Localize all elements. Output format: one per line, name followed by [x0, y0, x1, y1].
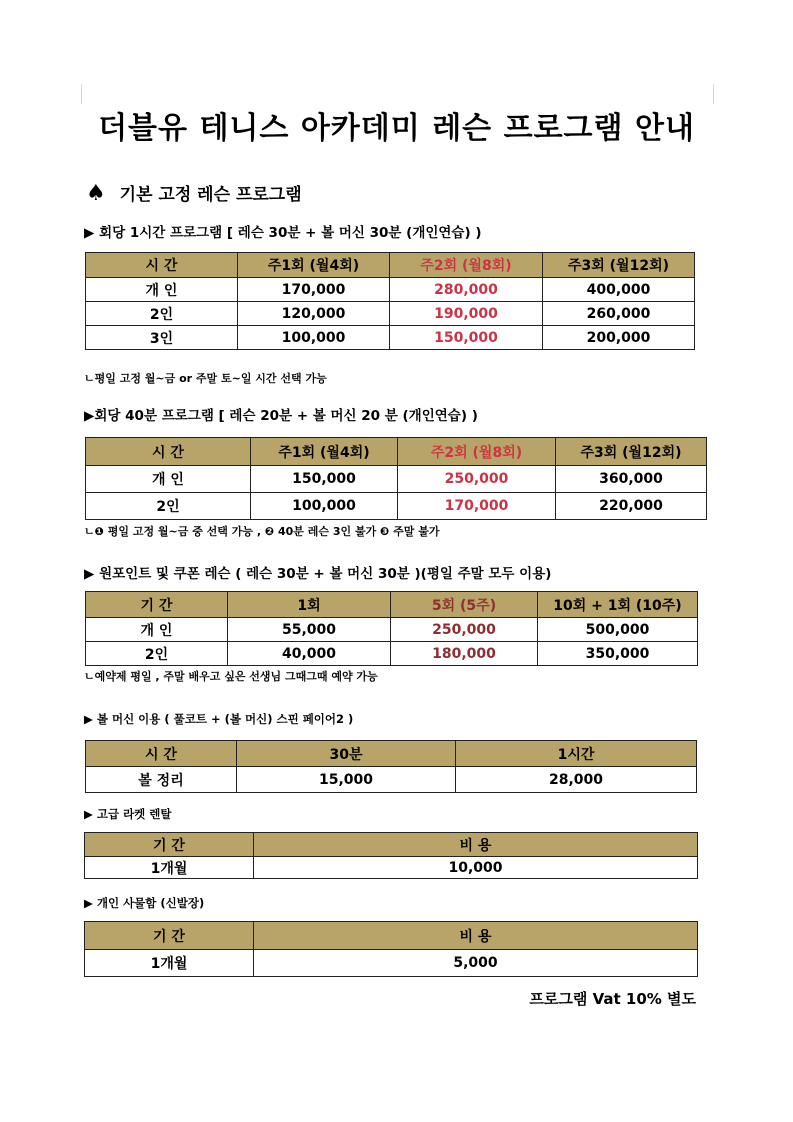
price-cell: 28,000 — [456, 767, 697, 793]
table-row — [86, 642, 698, 666]
table-row — [86, 493, 707, 520]
row-label: 2인 — [86, 642, 228, 666]
price-cell: 150,000 — [390, 326, 543, 350]
price-cell: 500,000 — [538, 618, 698, 642]
program6-table — [84, 921, 698, 977]
row-label: 개 인 — [86, 466, 251, 493]
row-label: 1개월 — [85, 950, 254, 977]
column-header: 30분 — [237, 741, 456, 767]
program4-table — [85, 740, 697, 793]
program3-heading: ▶ 원포인트 및 쿠폰 레슨 ( 레슨 30분 + 볼 머신 30분 )(평일 주말 모두 이용) — [84, 566, 552, 582]
price-cell: 250,000 — [391, 618, 538, 642]
program3-table — [85, 591, 698, 666]
column-header: 기 간 — [86, 592, 228, 618]
table-row — [85, 857, 698, 879]
price-cell: 55,000 — [228, 618, 391, 642]
price-cell: 280,000 — [390, 278, 543, 302]
vat-notice: 프로그램 Vat 10% 별도 — [529, 990, 696, 1008]
table-row — [86, 302, 695, 326]
price-cell: 220,000 — [556, 493, 707, 520]
price-cell: 400,000 — [543, 278, 695, 302]
column-header: 기 간 — [85, 922, 254, 950]
table-header-row — [86, 741, 697, 767]
column-header: 비 용 — [254, 922, 698, 950]
price-cell: 10,000 — [254, 857, 698, 879]
program6-heading: ▶ 개인 사물함 (신발장) — [84, 896, 205, 910]
section-heading-basic — [86, 180, 302, 206]
table-row — [86, 767, 697, 793]
column-header: 1시간 — [456, 741, 697, 767]
table-header-row — [86, 592, 698, 618]
program2-table — [85, 437, 707, 520]
row-label: 3인 — [86, 326, 238, 350]
price-cell: 15,000 — [237, 767, 456, 793]
program2-heading: ▶회당 40분 프로그램 [ 레슨 20분 + 볼 머신 20 분 (개인연습) ) — [84, 408, 478, 424]
row-label: 개 인 — [86, 618, 228, 642]
price-cell: 350,000 — [538, 642, 698, 666]
price-cell: 100,000 — [238, 326, 390, 350]
column-header: 시 간 — [86, 438, 251, 466]
table-row — [86, 466, 707, 493]
table-row — [86, 278, 695, 302]
column-header: 10회 + 1회 (10주) — [538, 592, 698, 618]
column-header: 주2회 (월8회) — [398, 438, 556, 466]
price-cell: 5,000 — [254, 950, 698, 977]
column-header: 주3회 (월12회) — [556, 438, 707, 466]
column-header: 비 용 — [254, 833, 698, 857]
table-row — [86, 326, 695, 350]
column-header: 1회 — [228, 592, 391, 618]
row-label: 볼 정리 — [86, 767, 237, 793]
column-header: 주1회 (월4회) — [238, 253, 390, 278]
column-header: 기 간 — [85, 833, 254, 857]
program5-table — [84, 832, 698, 879]
row-label: 개 인 — [86, 278, 238, 302]
price-cell: 260,000 — [543, 302, 695, 326]
price-cell: 120,000 — [238, 302, 390, 326]
row-label: 1개월 — [85, 857, 254, 879]
price-cell: 150,000 — [251, 466, 398, 493]
price-cell: 190,000 — [390, 302, 543, 326]
table-row — [85, 950, 698, 977]
table-header-row — [85, 833, 698, 857]
page-title: 더블유 테니스 아카데미 레슨 프로그램 안내 — [98, 111, 695, 146]
price-cell: 100,000 — [251, 493, 398, 520]
row-label: 2인 — [86, 302, 238, 326]
program2-note: ㄴ❶ 평일 고정 월~금 중 선택 가능 , ❷ 40분 레슨 3인 불가 ❸ 주말 불가 — [84, 525, 440, 538]
price-cell: 200,000 — [543, 326, 695, 350]
price-cell: 170,000 — [238, 278, 390, 302]
column-header: 시 간 — [86, 253, 238, 278]
price-cell: 40,000 — [228, 642, 391, 666]
price-cell: 250,000 — [398, 466, 556, 493]
program5-heading: ▶ 고급 라켓 렌탈 — [84, 807, 172, 821]
table-header-row — [86, 438, 707, 466]
column-header: 주2회 (월8회) — [390, 253, 543, 278]
row-label: 2인 — [86, 493, 251, 520]
table-row — [86, 618, 698, 642]
section-title: 기본 고정 레슨 프로그램 — [119, 185, 302, 205]
program4-heading: ▶ 볼 머신 이용 ( 풀코트 + (볼 머신) 스핀 페이어2 ) — [84, 712, 354, 726]
price-cell: 180,000 — [391, 642, 538, 666]
table-header-row — [85, 922, 698, 950]
page-margin-line-left — [81, 84, 82, 104]
spade-icon: ♠ — [86, 181, 106, 206]
program1-note: ㄴ평일 고정 월~금 or 주말 토~일 시간 선택 가능 — [84, 372, 327, 385]
column-header: 주3회 (월12회) — [543, 253, 695, 278]
column-header: 5회 (5주) — [391, 592, 538, 618]
table-header-row — [86, 253, 695, 278]
page-margin-line-right — [713, 84, 714, 104]
program1-table — [85, 252, 695, 350]
price-cell: 360,000 — [556, 466, 707, 493]
price-cell: 170,000 — [398, 493, 556, 520]
program1-heading: ▶ 회당 1시간 프로그램 [ 레슨 30분 + 볼 머신 30분 (개인연습) ) — [84, 225, 482, 241]
column-header: 시 간 — [86, 741, 237, 767]
column-header: 주1회 (월4회) — [251, 438, 398, 466]
program3-note: ㄴ예약제 평일 , 주말 배우고 싶은 선생님 그때그때 예약 가능 — [84, 670, 378, 683]
